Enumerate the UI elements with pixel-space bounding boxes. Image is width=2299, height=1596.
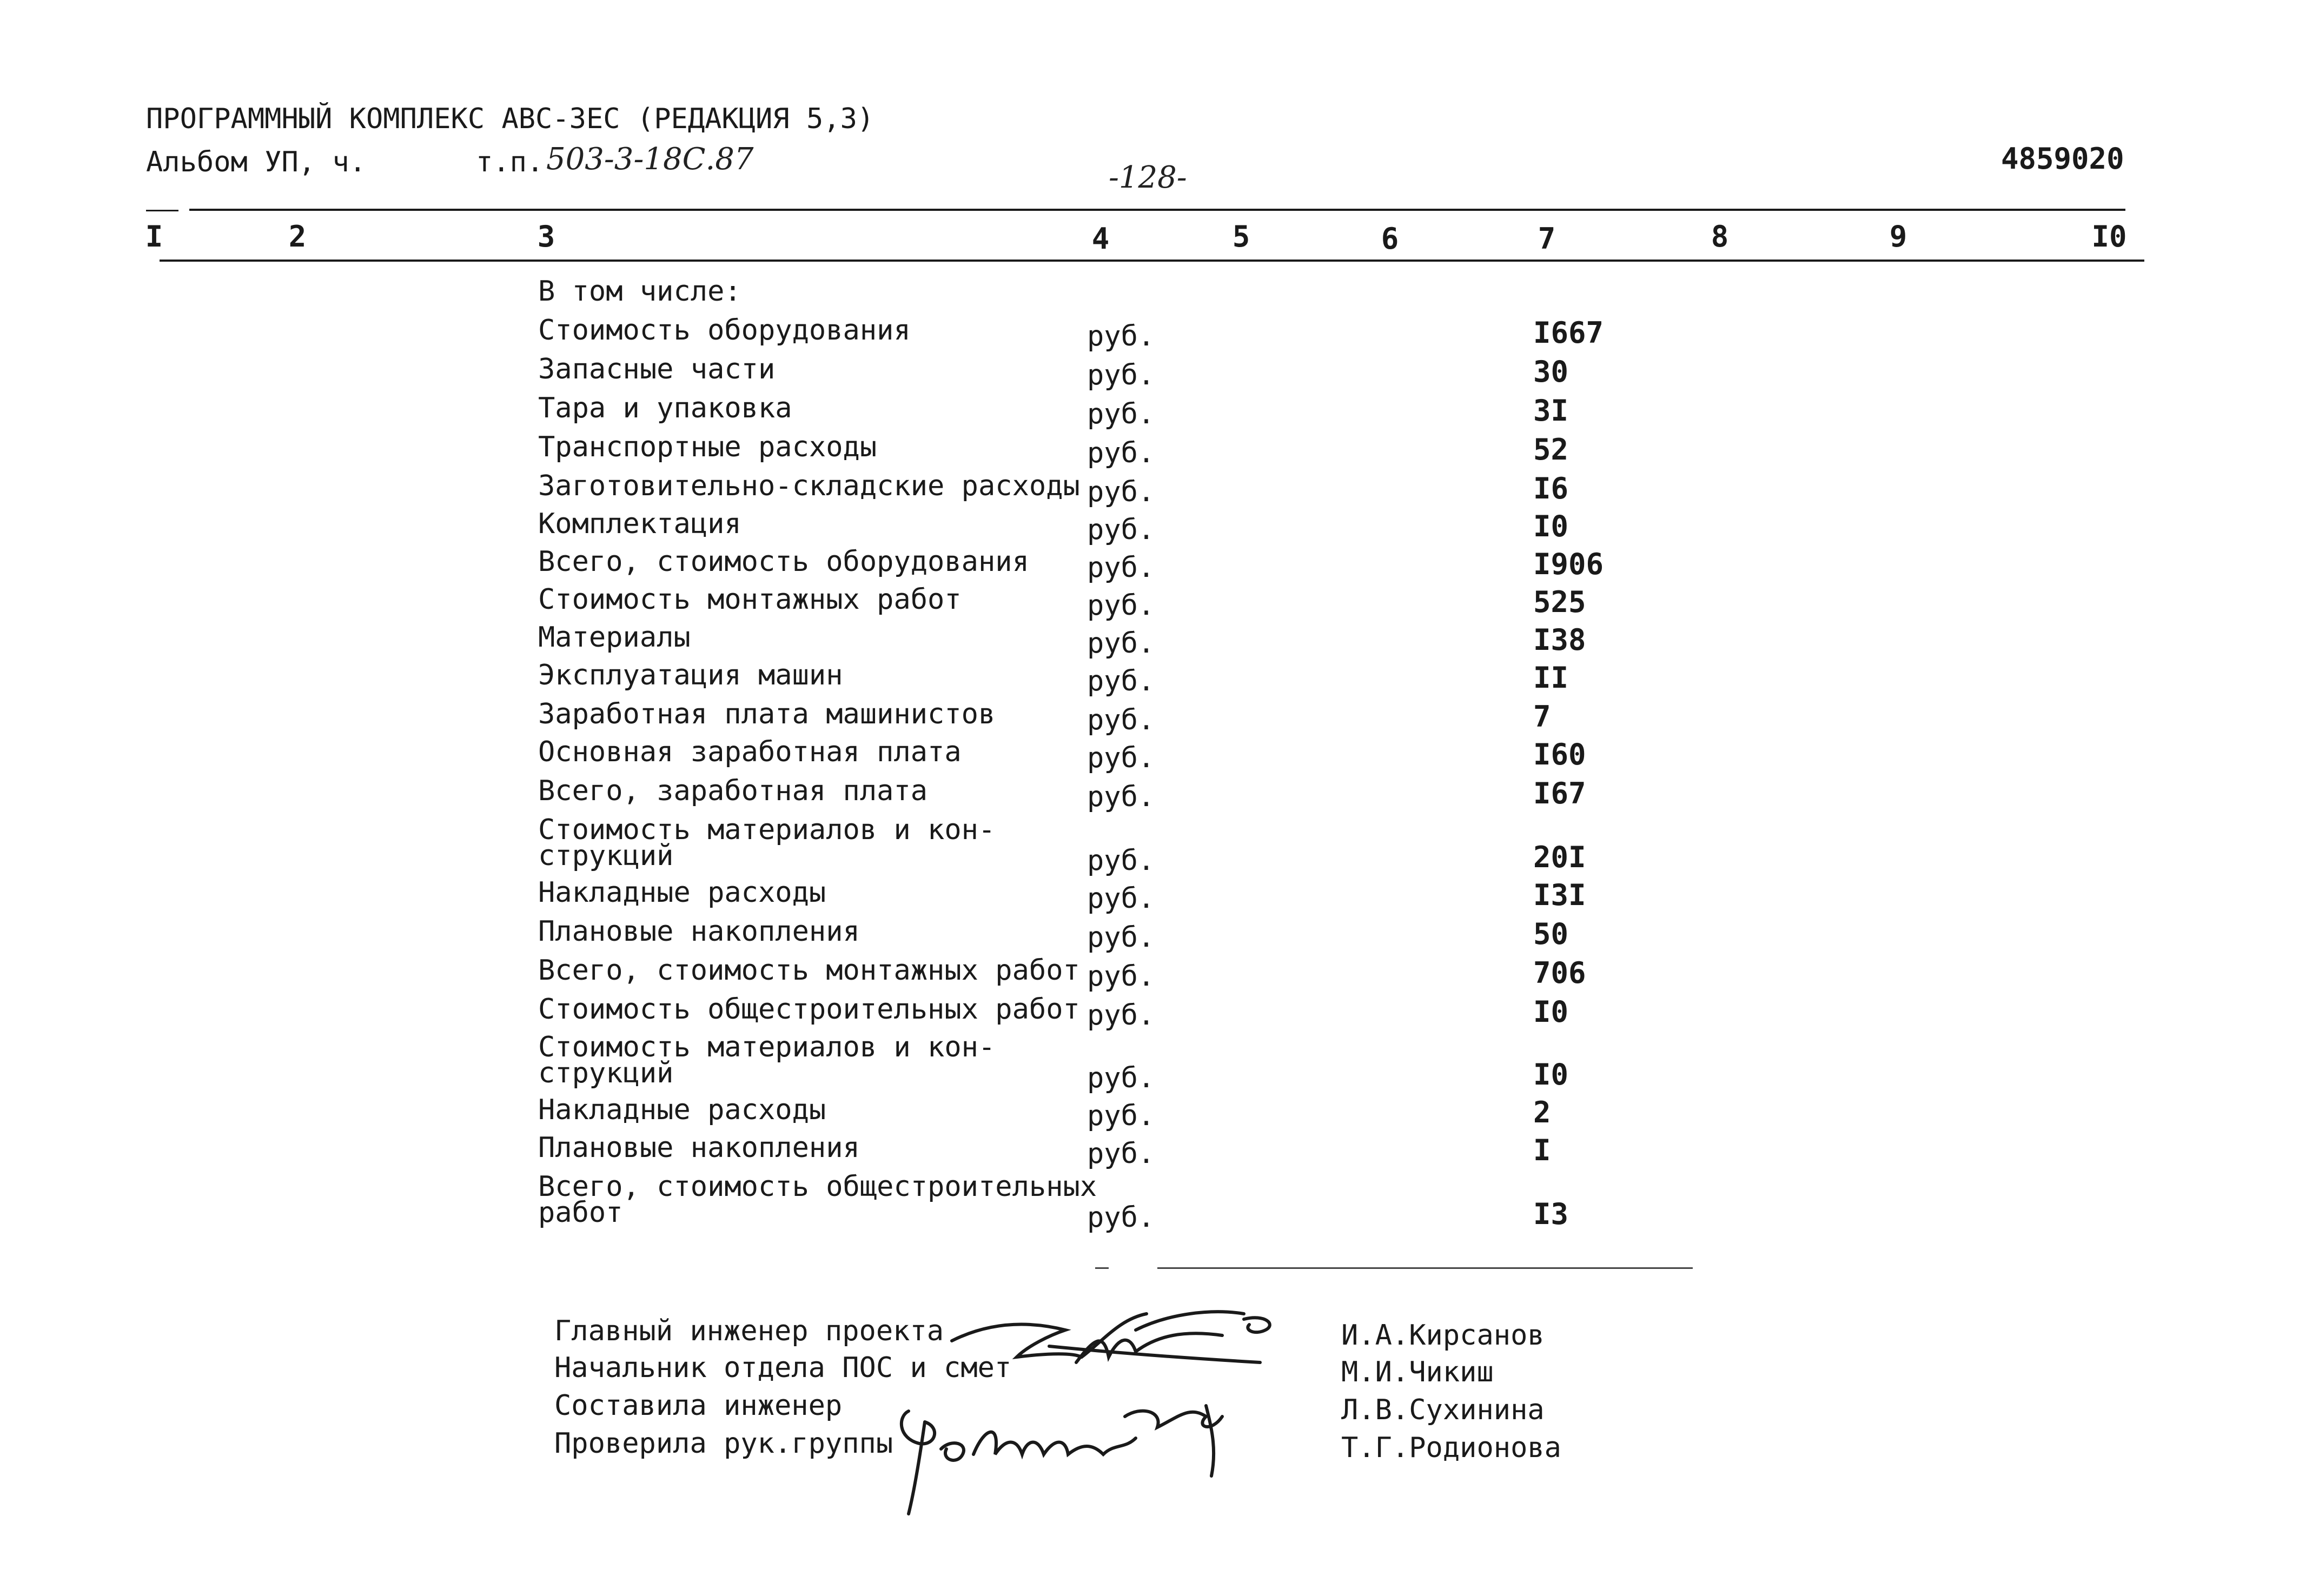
- page-number: -128-: [1109, 160, 1187, 195]
- row-label: Плановые накопления: [538, 915, 860, 948]
- signature-title: Главный инженер проекта: [554, 1315, 944, 1347]
- row-unit: руб.: [1087, 742, 1155, 774]
- row-label: Заготовительно-складские расходы: [538, 470, 1080, 502]
- row-value: 20I: [1533, 840, 1586, 874]
- column-number: 8: [1711, 220, 1729, 254]
- handwritten-signature-checker: [887, 1384, 1255, 1525]
- row-value: I60: [1533, 737, 1586, 772]
- row-label: Материалы: [538, 621, 691, 654]
- column-number: I: [145, 220, 163, 254]
- row-unit: руб.: [1087, 1201, 1155, 1234]
- row-unit: руб.: [1087, 476, 1155, 508]
- signature-title: Начальник отдела ПОС и смет: [554, 1352, 1012, 1384]
- column-number: 7: [1538, 222, 1556, 256]
- row-label-continuation: работ: [538, 1196, 623, 1229]
- row-label-continuation: струкций: [538, 1057, 674, 1089]
- table-bottom-rule: [1157, 1267, 1693, 1269]
- row-unit: руб.: [1087, 1138, 1155, 1170]
- row-unit: руб.: [1087, 704, 1155, 736]
- row-value: 2: [1533, 1095, 1551, 1129]
- row-label-continuation: струкций: [538, 840, 674, 872]
- row-label: Стоимость монтажных работ: [538, 583, 962, 616]
- row-value: 3I: [1533, 394, 1569, 428]
- album-label: Альбом УП, ч.: [146, 146, 366, 178]
- row-label: Запасные части: [538, 353, 776, 385]
- row-label: Всего, стоимость общестроительных: [538, 1171, 1097, 1203]
- row-value: I0: [1533, 1058, 1569, 1092]
- row-value: I3: [1533, 1197, 1569, 1231]
- program-title: ПРОГРАММНЫЙ КОМПЛЕКС АВС-3ЕС (РЕДАКЦИЯ 5,3): [146, 103, 874, 135]
- row-label: Плановые накопления: [538, 1132, 860, 1164]
- section-title: В том числе:: [538, 275, 741, 308]
- row-value: 30: [1533, 355, 1569, 389]
- row-label: Стоимость оборудования: [538, 314, 911, 347]
- row-unit: руб.: [1087, 781, 1155, 813]
- row-unit: руб.: [1087, 844, 1155, 877]
- column-number: I0: [2091, 220, 2127, 254]
- row-value: II: [1533, 661, 1569, 695]
- signature-name: Т.Г.Родионова: [1341, 1432, 1561, 1464]
- row-value: I67: [1533, 776, 1586, 810]
- row-value: I6: [1533, 471, 1569, 506]
- column-number: 9: [1889, 220, 1907, 254]
- row-unit: руб.: [1087, 589, 1155, 622]
- column-number: 2: [288, 220, 307, 254]
- tp-number: 503-3-18С.87: [546, 142, 754, 177]
- signature-title: Составила инженер: [554, 1389, 843, 1422]
- row-unit: руб.: [1087, 921, 1155, 954]
- row-label: Заработная плата машинистов: [538, 698, 996, 730]
- row-unit: руб.: [1087, 551, 1155, 584]
- row-unit: руб.: [1087, 882, 1155, 915]
- row-unit: руб.: [1087, 398, 1155, 430]
- row-label: Стоимость материалов и кон-: [538, 1031, 996, 1063]
- row-label: Эксплуатация машин: [538, 659, 843, 691]
- row-value: 7: [1533, 700, 1551, 734]
- row-unit: руб.: [1087, 320, 1155, 353]
- row-value: 525: [1533, 585, 1586, 619]
- column-number: 6: [1381, 222, 1399, 256]
- document-number: 4859020: [2001, 142, 2124, 176]
- row-value: I906: [1533, 547, 1604, 581]
- row-value: I667: [1533, 316, 1604, 350]
- row-label: Всего, заработная плата: [538, 775, 928, 807]
- row-unit: руб.: [1087, 1062, 1155, 1094]
- row-value: I: [1533, 1133, 1551, 1167]
- column-header-rule: [160, 260, 2144, 262]
- row-label: Накладные расходы: [538, 876, 826, 909]
- table-bottom-rule-dash: [1095, 1267, 1109, 1269]
- row-label: Основная заработная плата: [538, 736, 962, 768]
- row-value: I38: [1533, 623, 1586, 657]
- column-number: 4: [1091, 222, 1110, 256]
- row-label: Тара и упаковка: [538, 392, 792, 424]
- signature-name: М.И.Чикиш: [1341, 1356, 1494, 1388]
- row-unit: руб.: [1087, 999, 1155, 1032]
- header-top-rule: [189, 209, 2125, 211]
- row-label: Всего, стоимость оборудования: [538, 546, 1029, 578]
- row-value: I3I: [1533, 878, 1586, 912]
- column-number: 3: [537, 220, 555, 254]
- row-value: I0: [1533, 995, 1569, 1029]
- row-label: Транспортные расходы: [538, 431, 877, 463]
- signature-name: Л.В.Сухинина: [1341, 1394, 1545, 1426]
- column-number: 5: [1232, 220, 1250, 254]
- row-unit: руб.: [1087, 437, 1155, 469]
- row-label: Стоимость материалов и кон-: [538, 814, 996, 846]
- row-unit: руб.: [1087, 627, 1155, 660]
- row-value: I0: [1533, 509, 1569, 543]
- row-value: 50: [1533, 917, 1569, 951]
- signature-name: И.А.Кирсанов: [1341, 1319, 1545, 1352]
- header-top-rule-dash: [146, 210, 178, 211]
- tp-prefix: т.п.: [476, 146, 544, 178]
- row-unit: руб.: [1087, 514, 1155, 546]
- row-label: Накладные расходы: [538, 1094, 826, 1126]
- row-label: Стоимость общестроительных работ: [538, 993, 1080, 1026]
- row-value: 52: [1533, 433, 1569, 467]
- row-unit: руб.: [1087, 359, 1155, 391]
- row-unit: руб.: [1087, 1100, 1155, 1132]
- row-label: Комплектация: [538, 508, 741, 540]
- row-label: Всего, стоимость монтажных работ: [538, 954, 1080, 987]
- row-unit: руб.: [1087, 960, 1155, 993]
- handwritten-signature-chief-engineer: [941, 1298, 1287, 1395]
- row-value: 706: [1533, 956, 1586, 990]
- row-unit: руб.: [1087, 665, 1155, 697]
- signature-title: Проверила рук.группы: [554, 1427, 893, 1460]
